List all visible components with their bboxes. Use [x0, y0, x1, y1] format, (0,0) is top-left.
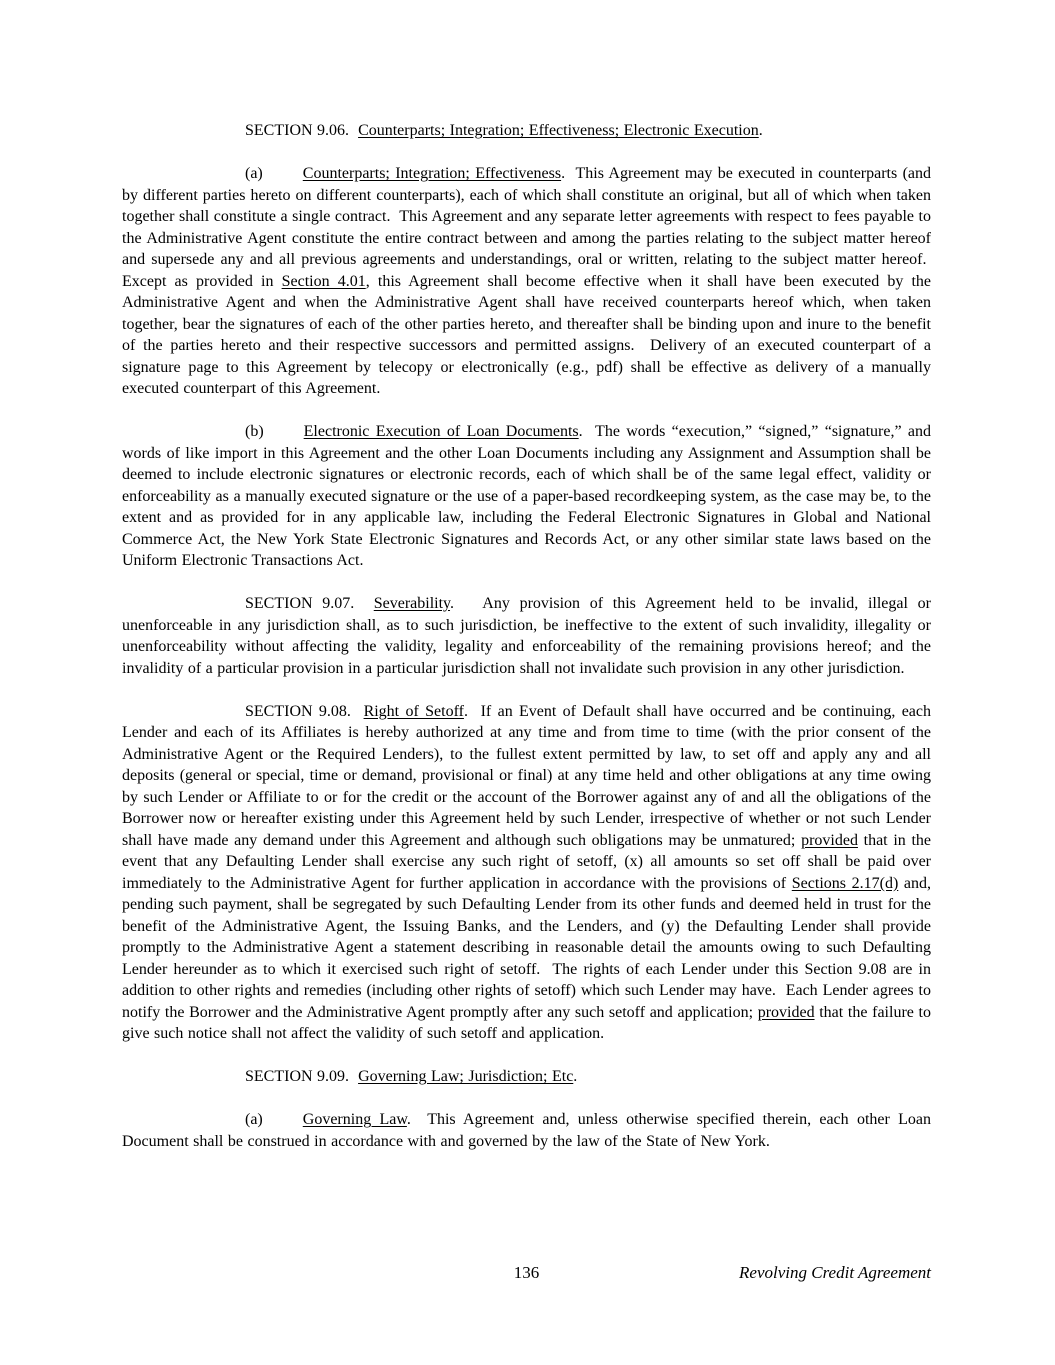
text-run: , this Agreement shall become effective when it shall have been executed by the Administrative Agent and when the Administrative Agent shall have received counterparts hereof which, when taken together, bear the signatures of each of the other parties hereto, and thereafter shall be binding upon and inure to the benefit of the parties hereto and their respective successors and permitted assigns. Delivery of an executed counterpart of a signature page to this Agreement by telecopy or electronically (e.g., pdf) shall be effective as delivery of a manually executed counterpart of this Agreement. — [122, 272, 932, 397]
para-9-06-a — [122, 163, 931, 400]
section-9-09-heading — [122, 1066, 931, 1088]
underlined-text-run: provided — [801, 831, 858, 849]
text-run: (a) — [245, 165, 263, 182]
text-run: and, pending such payment, shall be segregated by such Defaulting Lender from its other funds and deemed held in trust for the benefit of the Administrative Agent, the Issuing Banks, and the Lenders, and (y) the Defaulting Lender shall provide promptly to the Administrative Agent a statement describing in reasonable detail the amounts owing to such Defaulting Lender hereunder as to which it exercised such right of setoff. The rights of each Lender under this Section 9.08 are in addition to other rights and remedies (including other rights of setoff) which such Lender may have. Each Lender agrees to notify the Borrower and the Administrative Agent promptly after any such setoff and application; — [122, 874, 932, 1021]
text-run: . The words “execution,” “signed,” “signature,” and words of like import in this Agreement and the other Loan Documents including any Assignment and Assumption shall be deemed to include electronic signatures or electronic records, each of which shall be of the same legal effect, validity or enforceability as a manually executed signature or the use of a paper-based recordkeeping system, as the case may be, to the extent and as provided for in any applicable law, including the Federal Electronic Signatures in Global and National Commerce Act, the New York State Electronic Signatures and Records Act, or any other similar state laws based on the Uniform Electronic Transactions Act. — [122, 423, 932, 569]
text-run: (b) — [245, 423, 264, 440]
text-run: SECTION 9.09. — [245, 1068, 359, 1085]
underlined-text-run: Governing Law; Jurisdiction; Etc — [358, 1068, 574, 1085]
section-9-08 — [122, 701, 931, 1045]
underlined-text-run: Right of Setoff — [363, 702, 464, 720]
text-run: SECTION 9.07. — [245, 595, 374, 612]
text-run: . If an Event of Default shall have occurred and be continuing, each Lender and each of its Affiliates is hereby authorized at any time and from time to time (with the prior consent of the Administrative Agent or the Required Lenders), to the fullest extent permitted by law, to set off and apply any and all deposits (general or special, time or demand, provisional or final) at any time held and other obligations at any time owing by such Lender or Affiliate to or for the credit or the account of the Borrower against any of and all the obligations of the Borrower now or hereafter existing under this Agreement held by such Lender, irrespective of whether or not such Lender shall have made any demand under this Agreement and although such obligations may be unmatured; — [122, 702, 931, 849]
text-run: (a) — [245, 1111, 263, 1128]
text-run: . This Agreement and, unless otherwise specified therein, each other Loan Document shall be construed in accordance with and governed by the law of the State of New York. — [122, 1111, 931, 1150]
text-run: SECTION 9.08. — [245, 702, 364, 720]
page-number: 136 — [513, 1263, 540, 1282]
underlined-text-run: Sections 2.17(d) — [791, 874, 899, 892]
page-footer — [122, 1262, 931, 1286]
text-run: . — [758, 122, 763, 139]
text-run: SECTION 9.06. — [245, 122, 359, 139]
text-run: . — [573, 1068, 578, 1085]
para-9-09-a — [122, 1109, 931, 1152]
underlined-text-run: Electronic Execution of Loan Documents — [303, 423, 579, 440]
document-body — [122, 120, 931, 1174]
underlined-text-run: Section 4.01 — [281, 272, 366, 290]
section-9-07 — [122, 593, 931, 679]
underlined-text-run: Counterparts; Integration; Effectiveness; Electronic Execution — [358, 122, 759, 139]
footer-doc-title: Revolving Credit Agreement — [739, 1263, 931, 1282]
underlined-text-run: Governing Law — [302, 1111, 407, 1128]
text-run: that the failure to give such notice shall not affect the validity of such setoff and application. — [122, 1003, 932, 1042]
underlined-text-run: provided — [757, 1003, 815, 1021]
text-run: . This Agreement may be executed in counterparts (and by different parties hereto on different counterparts), each of which shall constitute an original, but all of which when taken together shall constitute a single contract. This Agreement and any separate letter agreements with respect to fees payable to the Administrative Agent constitute the entire contract between and among the parties relating to the subject matter hereof and supersede any and all previous agreements and understandings, oral or written, relating to the subject matter hereof. Except as provided in — [122, 165, 932, 290]
underlined-text-run: Counterparts; Integration; Effectiveness — [302, 165, 562, 182]
section-9-06-heading — [122, 120, 931, 142]
text-run: that in the event that any Defaulting Lender shall exercise any such right of setoff, (x) all amounts so set off shall be paid over immediately to the Administrative Agent for further application in accordance with the provisions of — [122, 831, 932, 892]
text-run: . Any provision of this Agreement held to be invalid, illegal or unenforceable in any jurisdiction shall, as to such jurisdiction, be ineffective to the extent of such invalidity, illegality or unenforceability without affecting the validity, legality and enforceability of the remaining provisions hereof; and the invalidity of a particular provision in a particular jurisdiction shall not invalidate such provision in any other jurisdiction. — [122, 595, 931, 677]
para-9-06-b — [122, 421, 931, 572]
underlined-text-run: Severability — [373, 595, 451, 612]
